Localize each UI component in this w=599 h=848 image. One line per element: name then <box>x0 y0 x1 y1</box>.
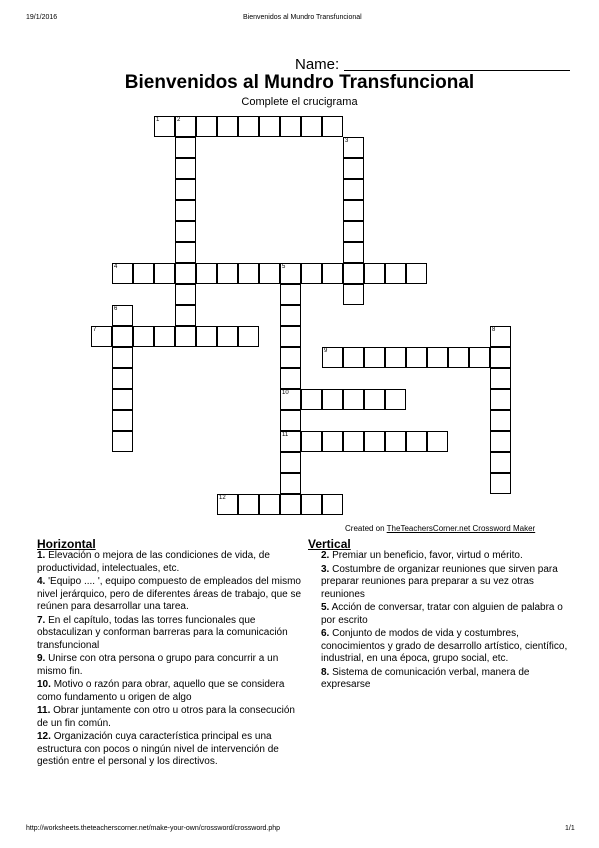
crossword-cell[interactable] <box>175 116 196 137</box>
crossword-cell[interactable] <box>343 158 364 179</box>
footer-url: http://worksheets.theteacherscorner.net/make-your-own/crossword/crossword.php <box>26 825 281 832</box>
crossword-cell[interactable] <box>490 452 511 473</box>
credit-link[interactable]: TheTeachersCorner.net Crossword Maker <box>386 524 536 533</box>
crossword-cell[interactable] <box>175 263 196 284</box>
crossword-cell[interactable] <box>343 179 364 200</box>
crossword-cell[interactable] <box>280 431 301 452</box>
crossword-cell-number: 9 <box>324 348 328 354</box>
crossword-cell[interactable] <box>259 494 280 515</box>
crossword-cell[interactable] <box>280 368 301 389</box>
crossword-cell-number: 11 <box>282 432 289 438</box>
crossword-cell[interactable] <box>343 347 364 368</box>
crossword-cell[interactable] <box>490 389 511 410</box>
vertical-clue-list <box>321 550 571 693</box>
crossword-cell[interactable] <box>154 326 175 347</box>
crossword-cell-number: 1 <box>156 117 160 123</box>
crossword-cell[interactable] <box>112 431 133 452</box>
crossword-cell[interactable] <box>175 137 196 158</box>
crossword-cell[interactable] <box>490 410 511 431</box>
crossword-cell[interactable] <box>343 284 364 305</box>
crossword-cell[interactable] <box>112 368 133 389</box>
crossword-cell[interactable] <box>301 494 322 515</box>
crossword-cell[interactable] <box>343 389 364 410</box>
crossword-cell[interactable] <box>196 116 217 137</box>
header-date: 19/1/2016 <box>26 14 58 21</box>
crossword-cell[interactable] <box>217 116 238 137</box>
crossword-cell[interactable] <box>406 347 427 368</box>
crossword-cell[interactable] <box>364 347 385 368</box>
header-title: Bienvenidos al Mundro Transfuncional <box>243 14 362 21</box>
crossword-cell-number: 3 <box>345 138 349 144</box>
horizontal-clue: 10. Motivo o razón para obrar, aquello que se considera como fundamento u origen de algo <box>37 679 285 703</box>
crossword-cell[interactable] <box>175 179 196 200</box>
credit-line <box>345 524 535 533</box>
vertical-clue: 5. Acción de conversar, tratar con alguien de palabra o por escrito <box>321 602 563 626</box>
page-subtitle: Complete el crucigrama <box>241 96 358 108</box>
crossword-cell[interactable] <box>238 116 259 137</box>
crossword-cell[interactable] <box>280 473 301 494</box>
crossword-cell[interactable] <box>385 389 406 410</box>
horizontal-clue: 9. Unirse con otra persona o grupo para concurrir a un mismo fin. <box>37 653 279 677</box>
crossword-cell[interactable] <box>133 263 154 284</box>
crossword-cell[interactable] <box>175 158 196 179</box>
crossword-cell[interactable] <box>364 431 385 452</box>
crossword-cell[interactable] <box>427 347 448 368</box>
crossword-cell-number: 2 <box>177 117 181 123</box>
crossword-cell[interactable] <box>112 263 133 284</box>
crossword-cell[interactable] <box>280 263 301 284</box>
crossword-cell[interactable] <box>217 263 238 284</box>
crossword-cell-number: 6 <box>114 306 118 312</box>
footer-page: 1/1 <box>565 825 575 832</box>
crossword-cell[interactable] <box>322 389 343 410</box>
crossword-cell[interactable] <box>490 473 511 494</box>
crossword-cell[interactable] <box>112 347 133 368</box>
crossword-cell[interactable] <box>175 326 196 347</box>
crossword-cell[interactable] <box>301 263 322 284</box>
crossword-cell[interactable] <box>259 263 280 284</box>
crossword-cell-number: 8 <box>492 327 496 333</box>
crossword-cell[interactable] <box>91 326 112 347</box>
vertical-clue: 2. Premiar un beneficio, favor, virtud o mérito. <box>321 550 523 561</box>
crossword-cell-number: 5 <box>282 264 286 270</box>
crossword-cell[interactable] <box>175 284 196 305</box>
crossword-cell[interactable] <box>490 431 511 452</box>
crossword-cell[interactable] <box>238 326 259 347</box>
credit-prefix: Created on <box>345 524 387 533</box>
crossword-cell[interactable] <box>112 326 133 347</box>
crossword-cell[interactable] <box>301 116 322 137</box>
crossword-cell[interactable] <box>490 326 511 347</box>
crossword-cell[interactable] <box>343 200 364 221</box>
crossword-cell[interactable] <box>406 263 427 284</box>
crossword-cell[interactable] <box>196 263 217 284</box>
crossword-cell[interactable] <box>322 347 343 368</box>
crossword-cell[interactable] <box>280 347 301 368</box>
crossword-cell-number: 10 <box>282 390 289 396</box>
crossword-cell[interactable] <box>112 410 133 431</box>
crossword-cell[interactable] <box>322 494 343 515</box>
crossword-cell[interactable] <box>280 389 301 410</box>
crossword-cell[interactable] <box>175 305 196 326</box>
crossword-cell[interactable] <box>196 326 217 347</box>
vertical-clue: 6. Conjunto de modos de vida y costumbres, conocimientos y grado de desarrollo artístico, científico, industrial, en una época, grupo social, etc. <box>321 628 568 664</box>
crossword-cell[interactable] <box>112 389 133 410</box>
vertical-heading: Vertical <box>308 537 351 551</box>
crossword-cell[interactable] <box>469 347 490 368</box>
crossword-cell[interactable] <box>301 389 322 410</box>
crossword-cell[interactable] <box>280 116 301 137</box>
crossword-cell-number: 12 <box>219 495 226 501</box>
vertical-clue: 3. Costumbre de organizar reuniones que sirven para preparar reuniones para preparar a su vez otras reuniones <box>321 563 558 600</box>
crossword-cell[interactable] <box>238 263 259 284</box>
crossword-cell[interactable] <box>301 431 322 452</box>
vertical-clue: 8. Sistema de comunicación verbal, manera de expresarse <box>321 666 530 690</box>
crossword-cell[interactable] <box>322 116 343 137</box>
name-label: Name: <box>295 56 340 73</box>
horizontal-heading: Horizontal <box>37 537 96 551</box>
crossword-cell[interactable] <box>154 263 175 284</box>
crossword-cell-number: 4 <box>114 264 118 270</box>
crossword-cell[interactable] <box>280 452 301 473</box>
crossword-cell[interactable] <box>364 263 385 284</box>
crossword-cell[interactable] <box>448 347 469 368</box>
crossword-cell[interactable] <box>217 494 238 515</box>
crossword-cell[interactable] <box>280 284 301 305</box>
crossword-cell[interactable] <box>175 221 196 242</box>
horizontal-clue: 12. Organización cuya característica principal es una estructura con pocos o ningún nivel de intervención de gestión entre el personal y los directivos. <box>37 731 279 767</box>
crossword-cell[interactable] <box>280 326 301 347</box>
crossword-cell[interactable] <box>238 494 259 515</box>
crossword-cell[interactable] <box>280 305 301 326</box>
horizontal-clue-list <box>37 550 305 770</box>
crossword-cell[interactable] <box>133 326 154 347</box>
crossword-cell[interactable] <box>175 200 196 221</box>
crossword-cell[interactable] <box>343 221 364 242</box>
crossword-cell[interactable] <box>154 116 175 137</box>
crossword-cell[interactable] <box>343 137 364 158</box>
crossword-cell[interactable] <box>385 431 406 452</box>
crossword-cell[interactable] <box>280 410 301 431</box>
crossword-cell[interactable] <box>322 431 343 452</box>
crossword-cell[interactable] <box>427 431 448 452</box>
horizontal-clue: 1. Elevación o mejora de las condiciones de vida, de productividad, intelectuales, etc. <box>37 550 270 574</box>
crossword-cell[interactable] <box>112 305 133 326</box>
page-title: Bienvenidos al Mundro Transfuncional <box>124 72 475 93</box>
crossword-cell[interactable] <box>175 242 196 263</box>
crossword-cell[interactable] <box>343 263 364 284</box>
crossword-cell[interactable] <box>259 116 280 137</box>
crossword-cell[interactable] <box>406 431 427 452</box>
horizontal-clue: 4. 'Equipo .... ', equipo compuesto de empleados del mismo nivel jerárquico, pero de diferentes áreas de trabajo, que se reúnen para desarrollar una tarea. <box>37 576 302 612</box>
crossword-cell[interactable] <box>364 389 385 410</box>
crossword-cell[interactable] <box>343 431 364 452</box>
crossword-cell[interactable] <box>490 347 511 368</box>
crossword-cell[interactable] <box>322 263 343 284</box>
crossword-cell[interactable] <box>385 263 406 284</box>
crossword-cell[interactable] <box>490 368 511 389</box>
crossword-cell[interactable] <box>217 326 238 347</box>
horizontal-clue: 11. Obrar juntamente con otro u otros para la consecución de un fin común. <box>37 705 295 729</box>
crossword-cell[interactable] <box>280 494 301 515</box>
crossword-cell[interactable] <box>385 347 406 368</box>
horizontal-clue: 7. En el capítulo, todas las torres funcionales que obstaculizan y conforman barreras para la comunicación transfuncional <box>37 614 288 651</box>
crossword-cell[interactable] <box>343 242 364 263</box>
crossword-cell-number: 7 <box>93 327 97 333</box>
